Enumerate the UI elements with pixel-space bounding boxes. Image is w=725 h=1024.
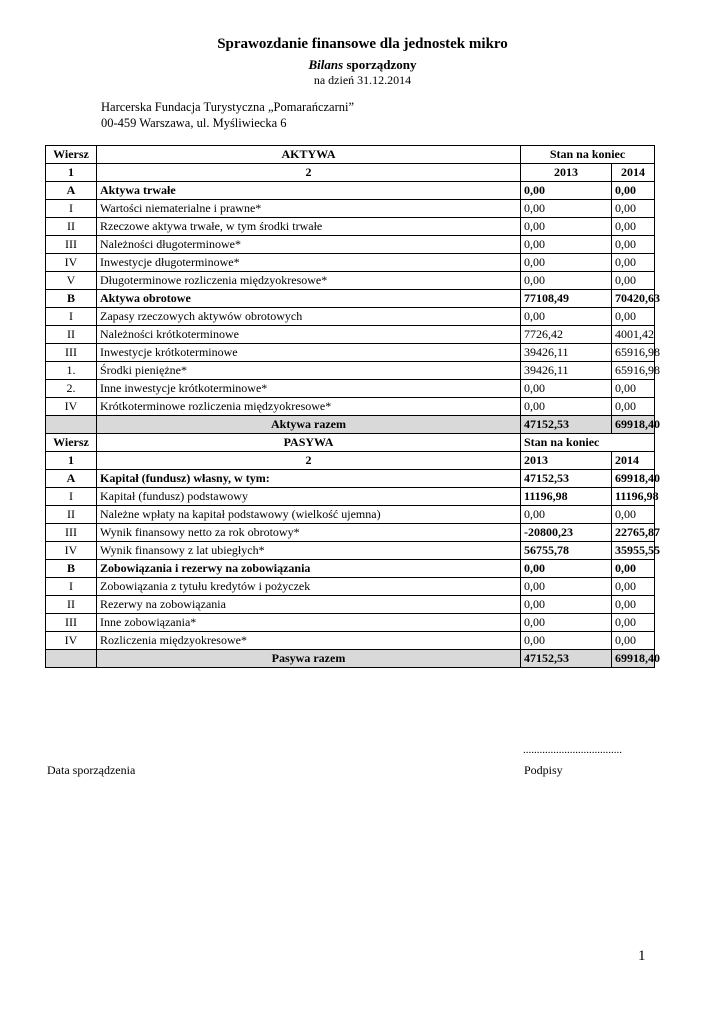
cell-wiersz: I [46,488,97,506]
balance-sheet-table [45,145,660,668]
cell-name: Wynik finansowy z lat ubiegłych* [97,542,521,560]
signature-line: .................................... [523,744,622,756]
aktywa-total-2014: 69918,40 [612,416,655,434]
col-stan-header: Stan na koniec [521,146,655,164]
cell-name: Rzeczowe aktywa trwałe, w tym środki trwałe [97,218,521,236]
table-row [46,290,655,308]
table-row [46,254,655,272]
cell-v2014: 0,00 [612,506,655,524]
cell-v2014: 0,00 [612,398,655,416]
cell-v2013: 0,00 [521,308,612,326]
table-row [46,578,655,596]
table-row [46,182,655,200]
table-row [46,542,655,560]
col-stan-header: Stan na koniec [521,434,655,452]
aktywa-numbers-row: 1 2 2013 2014 [46,164,655,182]
cell-v2013: 0,00 [521,560,612,578]
cell-name: Kapitał (fundusz) własny, w tym: [97,470,521,488]
table-row [46,632,655,650]
cell-v2013: 39426,11 [521,344,612,362]
cell-v2013: 47152,53 [521,470,612,488]
aktywa-total-row [46,416,655,434]
cell-v2014: 0,00 [612,560,655,578]
table-row [46,524,655,542]
signatures-label: Podpisy [524,763,563,777]
pasywa-total-2013: 47152,53 [521,650,612,668]
cell-v2014: 0,00 [612,272,655,290]
aktywa-total-label: Aktywa razem [97,416,521,434]
cell-v2013: 0,00 [521,506,612,524]
cell-v2014: 0,00 [612,380,655,398]
organization-name: Harcerska Fundacja Turystyczna „Pomarańczarni” [101,100,355,114]
cell-wiersz: A [46,182,97,200]
report-date: na dzień 31.12.2014 [313,73,412,87]
pasywa-total-row [46,650,655,668]
cell-v2013: 0,00 [521,380,612,398]
cell-v2013: 0,00 [521,236,612,254]
cell-name: Inwestycje krótkoterminowe [97,344,521,362]
cell-v2014: 0,00 [612,182,655,200]
cell-v2014: 0,00 [612,596,655,614]
cell-wiersz: IV [46,542,97,560]
aktywa-header-row [46,146,655,164]
table-row [46,272,655,290]
table-row [46,506,655,524]
cell-name: Rozliczenia międzyokresowe* [97,632,521,650]
cell-v2013: 0,00 [521,596,612,614]
cell-wiersz: IV [46,398,97,416]
cell-name: Należności krótkoterminowe [97,326,521,344]
cell-wiersz: III [46,614,97,632]
table-row [46,560,655,578]
cell-name: Aktywa trwałe [97,182,521,200]
cell-name: Wartości niematerialne i prawne* [97,200,521,218]
cell-name: Wynik finansowy netto za rok obrotowy* [97,524,521,542]
cell-v2013: 7726,42 [521,326,612,344]
cell-wiersz: V [46,272,97,290]
cell-v2014: 35955,55 [612,542,655,560]
cell-v2014: 0,00 [612,236,655,254]
cell-v2013: 0,00 [521,200,612,218]
cell-wiersz: II [46,218,97,236]
cell-v2013: 0,00 [521,218,612,236]
cell-wiersz: III [46,344,97,362]
col-wiersz-header: Wiersz [46,146,97,164]
cell-v2014: 0,00 [612,632,655,650]
cell-v2013: 0,00 [521,272,612,290]
cell-wiersz: I [46,200,97,218]
cell-name: Środki pieniężne* [97,362,521,380]
cell-v2013: 56755,78 [521,542,612,560]
cell-name: Zobowiązania i rezerwy na zobowiązania [97,560,521,578]
cell-name: Inwestycje długoterminowe* [97,254,521,272]
table-row [46,398,655,416]
table-row [46,308,655,326]
cell-v2014: 69918,40 [612,470,655,488]
cell-wiersz: III [46,236,97,254]
table-row [46,344,655,362]
cell-wiersz: A [46,470,97,488]
cell-name: Zobowiązania z tytułu kredytów i pożyczek [97,578,521,596]
cell-v2013: 11196,98 [521,488,612,506]
cell-v2014: 0,00 [612,308,655,326]
cell-v2014: 11196,98 [612,488,655,506]
cell-v2013: 0,00 [521,632,612,650]
date-prepared-label: Data sporządzenia [47,763,136,777]
page-number: 1 [638,948,646,964]
cell-wiersz: B [46,560,97,578]
document-subtitle: Bilans sporządzony [308,57,417,72]
cell-v2014: 0,00 [612,254,655,272]
organization-address: 00-459 Warszawa, ul. Myśliwiecka 6 [101,116,287,130]
cell-v2013: 77108,49 [521,290,612,308]
table-row [46,362,655,380]
pasywa-numbers-row: 1 2 2013 2014 [46,452,655,470]
cell-name: Aktywa obrotowe [97,290,521,308]
cell-name: Zapasy rzeczowych aktywów obrotowych [97,308,521,326]
cell-v2013: 0,00 [521,614,612,632]
cell-v2014: 22765,87 [612,524,655,542]
cell-v2013: 0,00 [521,182,612,200]
cell-wiersz: IV [46,254,97,272]
cell-v2013: 0,00 [521,578,612,596]
cell-name: Rezerwy na zobowiązania [97,596,521,614]
col-wiersz-header: Wiersz [46,434,97,452]
col-pasywa-header: PASYWA [97,434,521,452]
cell-v2013: 0,00 [521,254,612,272]
cell-wiersz: I [46,308,97,326]
cell-v2013: 0,00 [521,398,612,416]
table-row [46,596,655,614]
table-row [46,200,655,218]
table-row [46,380,655,398]
cell-name: Krótkoterminowe rozliczenia międzyokresowe* [97,398,521,416]
cell-wiersz: III [46,524,97,542]
cell-wiersz: II [46,596,97,614]
col-aktywa-header: AKTYWA [97,146,521,164]
cell-v2014: 70420,63 [612,290,655,308]
cell-name: Należności długoterminowe* [97,236,521,254]
cell-v2013: -20800,23 [521,524,612,542]
pasywa-total-2014: 69918,40 [612,650,655,668]
cell-v2014: 0,00 [612,578,655,596]
cell-name: Kapitał (fundusz) podstawowy [97,488,521,506]
table-row [46,470,655,488]
cell-wiersz: II [46,326,97,344]
cell-v2014: 65916,98 [612,344,655,362]
cell-wiersz: IV [46,632,97,650]
pasywa-total-label: Pasywa razem [97,650,521,668]
aktywa-total-2013: 47152,53 [521,416,612,434]
cell-v2014: 0,00 [612,200,655,218]
cell-v2014: 0,00 [612,614,655,632]
cell-name: Długoterminowe rozliczenia międzyokresowe* [97,272,521,290]
cell-name: Inne zobowiązania* [97,614,521,632]
table-row [46,326,655,344]
cell-wiersz: II [46,506,97,524]
cell-wiersz: 2. [46,380,97,398]
cell-name: Należne wpłaty na kapitał podstawowy (wielkość ujemna) [97,506,521,524]
cell-name: Inne inwestycje krótkoterminowe* [97,380,521,398]
cell-wiersz: B [46,290,97,308]
table-row [46,218,655,236]
cell-wiersz: I [46,578,97,596]
table-row [46,488,655,506]
cell-v2014: 4001,42 [612,326,655,344]
document-title: Sprawozdanie finansowe dla jednostek mikro [217,36,508,52]
table-row [46,236,655,254]
cell-v2013: 39426,11 [521,362,612,380]
pasywa-header-row [46,434,655,452]
cell-v2014: 0,00 [612,218,655,236]
cell-wiersz: 1. [46,362,97,380]
cell-v2014: 65916,98 [612,362,655,380]
table-row [46,614,655,632]
